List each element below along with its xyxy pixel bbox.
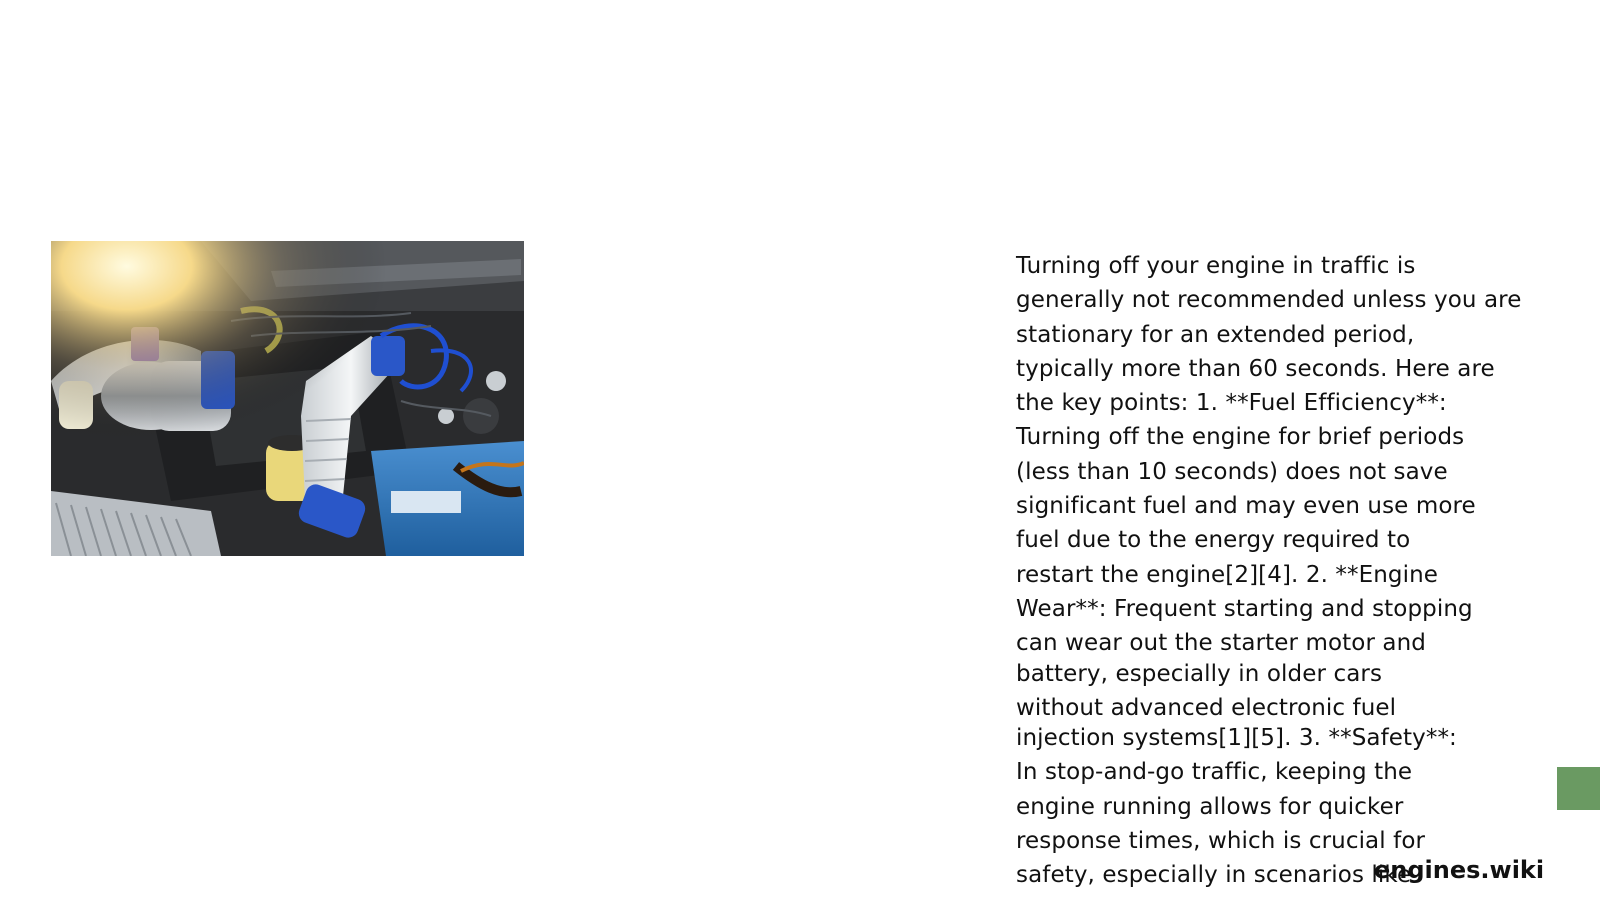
body-line: typically more than 60 seconds. Here are xyxy=(1016,355,1495,382)
body-line: Turning off the engine for brief periods xyxy=(1016,424,1465,451)
body-line: In stop-and-go traffic, keeping the xyxy=(1016,759,1413,786)
accent-tab xyxy=(1557,767,1600,810)
body-line: generally not recommended unless you are xyxy=(1016,287,1522,314)
brand-watermark: engines.wiki xyxy=(1374,856,1545,884)
engine-bay-photo xyxy=(51,241,524,556)
body-line: Turning off your engine in traffic is xyxy=(1016,253,1416,279)
body-line: significant fuel and may even use more xyxy=(1016,493,1476,520)
body-line: can wear out the starter motor and xyxy=(1016,630,1426,657)
body-line: without advanced electronic fuel xyxy=(1016,694,1397,721)
body-line: (less than 10 seconds) does not save xyxy=(1016,458,1448,485)
body-text xyxy=(1016,249,1546,893)
body-line: Wear**: Frequent starting and stopping xyxy=(1016,595,1473,622)
body-line: battery, especially in older cars xyxy=(1016,660,1383,687)
body-line: safety, especially in scenarios like xyxy=(1016,862,1412,889)
body-line: injection systems[1][5]. 3. **Safety**: xyxy=(1016,725,1457,752)
body-line: stationary for an extended period, xyxy=(1016,321,1415,348)
body-line: fuel due to the energy required to xyxy=(1016,527,1411,554)
body-line: the key points: 1. **Fuel Efficiency**: xyxy=(1016,390,1447,417)
body-line: engine running allows for quicker xyxy=(1016,793,1404,820)
body-line: restart the engine[2][4]. 2. **Engine xyxy=(1016,561,1439,588)
body-line: response times, which is crucial for xyxy=(1016,828,1426,855)
